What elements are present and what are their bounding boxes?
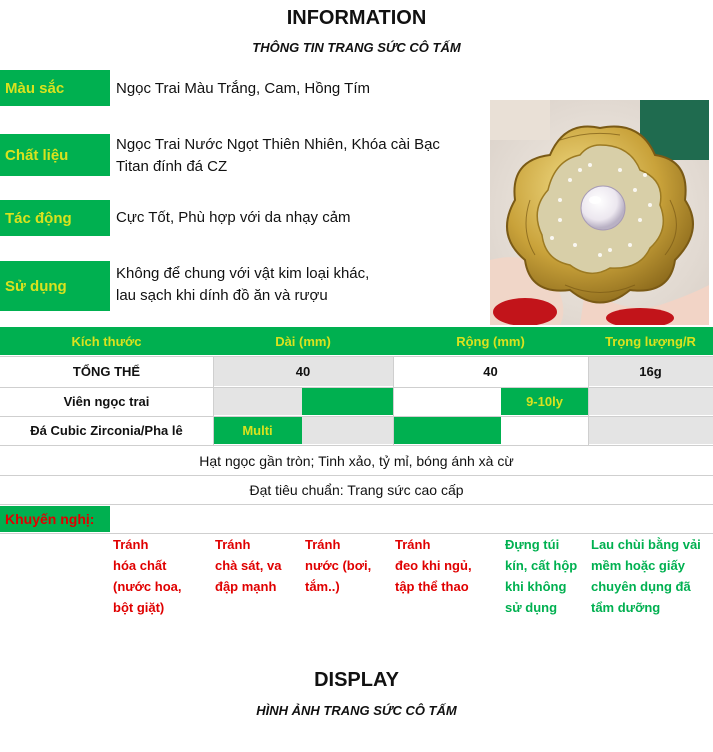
spec-cz-cell-4 <box>501 417 588 444</box>
spec-header-length: Dài (mm) <box>213 327 393 355</box>
label-color: Màu sắc <box>0 70 110 106</box>
rec-line: Đựng túi <box>505 537 560 552</box>
recommendation-item <box>215 534 282 597</box>
spec-overall-length: 40 <box>213 357 393 386</box>
spec-pearl-cell-5 <box>588 388 713 415</box>
rec-line: hóa chất <box>113 558 167 573</box>
rec-line: sử dụng <box>505 600 558 615</box>
grid-line <box>0 445 713 446</box>
spec-cz-label: Đá Cubic Zirconia/Pha lê <box>30 423 183 438</box>
spec-header-weight: Trọng lượng/R <box>588 327 713 355</box>
rec-line: tắm..) <box>305 579 340 594</box>
rec-line: khi không <box>505 579 567 594</box>
label-material: Chất liệu <box>0 134 110 176</box>
recommendation-item <box>305 534 371 597</box>
rec-line: tập thể thao <box>395 579 469 594</box>
rec-line: Tránh <box>215 537 251 552</box>
rec-line: (nước hoa, <box>113 579 182 594</box>
spec-header-size: Kích thước <box>0 327 213 355</box>
rec-line: Tránh <box>305 537 341 552</box>
note-quality: Hạt ngọc gần tròn; Tinh xảo, tỷ mỉ, bóng ánh xà cừ <box>199 453 514 469</box>
grid-line <box>588 356 589 445</box>
value-color: Ngọc Trai Màu Trắng, Cam, Hồng Tím <box>116 80 370 97</box>
value-material-line2: Titan đính đá CZ <box>116 158 228 175</box>
product-photo <box>490 100 709 325</box>
spec-cz-cell-2 <box>302 417 393 444</box>
value-material <box>116 134 440 178</box>
spec-pearl-cell-2 <box>302 388 393 415</box>
page-title: INFORMATION <box>286 7 427 29</box>
rec-line: kín, cất hộp <box>505 558 578 573</box>
page-subtitle: THÔNG TIN TRANG SỨC CÔ TẤM <box>252 40 461 55</box>
rec-line: mềm hoặc giấy <box>591 558 685 573</box>
rec-line: nước (bơi, <box>305 558 372 573</box>
rec-line: Lau chùi bằng vải <box>591 537 701 552</box>
spec-pearl-size: 9-10ly <box>501 388 588 415</box>
spec-header-width: Rộng (mm) <box>393 327 588 355</box>
display-title: DISPLAY <box>314 669 399 691</box>
recommendation-item <box>113 534 182 618</box>
grid-line <box>0 387 713 388</box>
rec-line: chà sát, va <box>215 558 282 573</box>
value-material-line1: Ngọc Trai Nước Ngọt Thiên Nhiên, Khóa cài Bạc <box>116 136 440 153</box>
grid-line <box>0 356 713 357</box>
spec-overall-width: 40 <box>483 364 498 379</box>
note-standard: Đạt tiêu chuẩn: Trang sức cao cấp <box>249 482 464 498</box>
grid-line <box>213 356 214 445</box>
grid-line <box>0 416 713 417</box>
grid-line <box>0 475 713 476</box>
label-effect: Tác động <box>0 200 110 236</box>
recommendation-item <box>395 534 472 597</box>
recommendation-item <box>505 534 577 618</box>
rec-line: tẩm dưỡng <box>591 600 661 615</box>
spec-cz-cell-3 <box>393 417 501 444</box>
value-usage-line1: Không để chung với vật kim loại khác, <box>116 265 370 282</box>
brooch-image <box>490 100 709 325</box>
rec-line: đập mạnh <box>215 579 277 594</box>
rec-line: Tránh <box>113 537 149 552</box>
recommendation-item <box>591 534 713 618</box>
rec-line: đeo khi ngủ, <box>395 558 472 573</box>
value-usage-line2: lau sạch khi dính đồ ăn và rượu <box>116 287 328 304</box>
display-subtitle: HÌNH ẢNH TRANG SỨC CÔ TẤM <box>256 703 457 718</box>
spec-pearl-cell-3 <box>393 388 501 415</box>
label-usage: Sử dụng <box>0 261 110 311</box>
rec-line: Tránh <box>395 537 431 552</box>
rec-line: bột giặt) <box>113 600 165 615</box>
recommendation-label: Khuyến nghị: <box>0 506 110 532</box>
rec-line: chuyên dụng đã <box>591 579 691 594</box>
spec-overall-label: TỔNG THỂ <box>72 364 141 379</box>
grid-line <box>393 356 394 445</box>
spec-pearl-cell-1 <box>213 388 302 415</box>
grid-line <box>0 504 713 505</box>
spec-pearl-label: Viên ngọc trai <box>63 394 150 409</box>
value-effect: Cực Tốt, Phù hợp với da nhạy cảm <box>116 209 351 226</box>
spec-cz-cell-5 <box>588 417 713 444</box>
spec-cz-value: Multi <box>213 417 302 444</box>
value-usage <box>116 263 369 307</box>
spec-overall-weight: 16g <box>588 357 713 386</box>
